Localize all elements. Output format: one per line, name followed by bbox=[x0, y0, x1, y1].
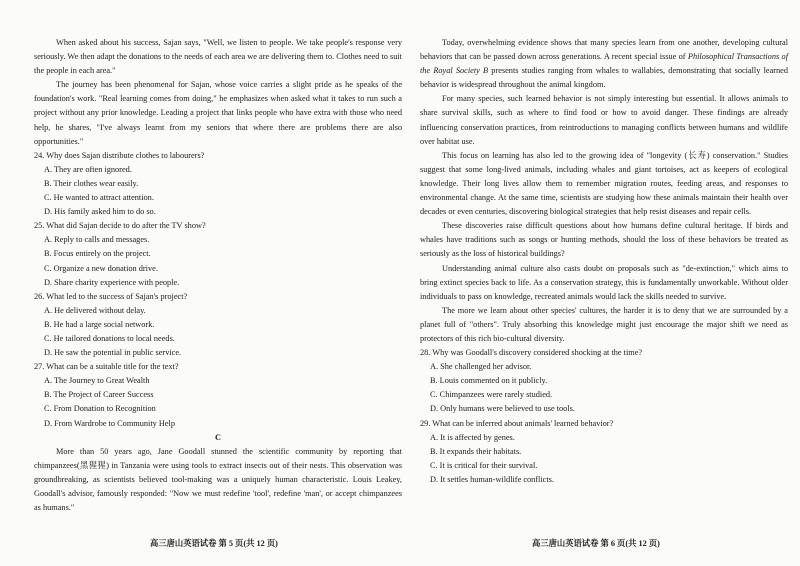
passage-paragraph: More than 50 years ago, Jane Goodall stunned the scientific community by reporting that chimpanzees(黑猩猩) in Tanzania were using tools to extract insects out of their nests. This observation was groundbreaking, as scientists believed tool-making was a uniquely human characteristic. Louis Leakey, Goodall's advisor, famously responded: "Now we must redefine 'tool', redefine 'man', or accept chimpanzees as humans." bbox=[34, 446, 402, 513]
answer-option: A. Reply to calls and messages. bbox=[44, 235, 150, 245]
page-footer: 高三唐山英语试卷 第 6 页(共 12 页) bbox=[532, 539, 660, 548]
answer-option: C. He tailored donations to local needs. bbox=[44, 333, 175, 343]
question-stem: 25. What did Sajan decide to do after the TV show? bbox=[34, 221, 206, 231]
answer-option: B. He had a large social network. bbox=[44, 319, 155, 329]
section-label: C bbox=[215, 432, 221, 442]
passage-paragraph: These discoveries raise difficult questions about how humans define cultural heritage. If birds and whales have traditions such as songs or hunting methods, should the loss of these behaviors be treated as seriously as the loss of historical buildings? bbox=[420, 221, 788, 259]
page-footer: 高三唐山英语试卷 第 5 页(共 12 页) bbox=[150, 539, 278, 548]
passage-paragraph: For many species, such learned behavior is not simply interesting but essential. It allows animals to share survival skills, such as where to find food or how to avoid danger. These findings are already influencing conservation practices, from reintroductions to managing conflicts between humans and wildlife over habitat use. bbox=[420, 94, 788, 146]
answer-option: B. Focus entirely on the project. bbox=[44, 249, 151, 259]
answer-option: C. Organize a new donation drive. bbox=[44, 263, 158, 273]
passage-paragraph: The journey has been phenomenal for Sajan, whose voice carries a slight pride as he speaks of the foundation's work. "Real learning comes from doing," he emphasizes when asked what it takes to run such a project without any prior knowledge. Leading a project that links people who have extra with those who need help, he shares, "I've always learnt from my seniors that where there are problems there are also opportunities." bbox=[34, 80, 402, 146]
answer-option: C. It is critical for their survival. bbox=[430, 460, 538, 470]
answer-option: D. He saw the potential in public service. bbox=[44, 348, 182, 358]
passage-paragraph: Understanding animal culture also casts doubt on proposals such as "de-extinction," which aims to bring extinct species back to life. As a conservation strategy, this is fundamentally unworkable. Without older individuals to pass on knowledge, recreated animals would lack the skills needed to survive. bbox=[420, 263, 788, 301]
answer-option: A. She challenged her advisor. bbox=[430, 362, 532, 372]
answer-option: A. They are often ignored. bbox=[44, 164, 132, 174]
answer-option: B. The Project of Career Success bbox=[44, 390, 154, 400]
passage-paragraph: When asked about his success, Sajan says, "Well, we listen to people. We take people's response very seriously. We then adapt the donations to the needs of each area we are delivering them to. Clothes need to suit the people in each area." bbox=[34, 38, 402, 76]
answer-option: D. Share charity experience with people. bbox=[44, 277, 180, 287]
answer-option: D. His family asked him to do so. bbox=[44, 207, 156, 217]
question-stem: 29. What can be inferred about animals' learned behavior? bbox=[420, 418, 614, 428]
answer-option: B. Their clothes wear easily. bbox=[44, 178, 139, 188]
passage-paragraph: The more we learn about other species' cultures, the harder it is to deny that we are surrounded by a planet full of "others". Truly absorbing this knowledge might just encourage the major shift we need as protectors of this rich bio-cultural diversity. bbox=[420, 305, 788, 343]
answer-option: C. Chimpanzees were rarely studied. bbox=[430, 390, 553, 400]
answer-option: C. From Donation to Recognition bbox=[44, 404, 156, 414]
answer-option: C. He wanted to attract attention. bbox=[44, 193, 154, 203]
left-column bbox=[34, 36, 402, 515]
question-stem: 28. Why was Goodall's discovery considered shocking at the time? bbox=[420, 348, 643, 358]
passage-paragraph bbox=[420, 36, 788, 92]
text-run: presents studies ranging from whales to wallabies, demonstrating that socially learned behavior is widespread throughout the animal kingdom. bbox=[420, 66, 788, 90]
passage-paragraph: This focus on learning has also led to the growing idea of "longevity (长寿) conservation." Studies suggest that some long-lived animals, including whales and giant tortoises, act as keepers of ecological knowledge. Their long lives allow them to remember migration routes, feeding areas, and responses to environmental change. At the same time, scientists are studying how these animals maintain their health over decades or even centuries, discovering biological strategies that help resist diseases and repair cells. bbox=[420, 150, 788, 217]
answer-option: D. From Wardrobe to Community Help bbox=[44, 418, 175, 428]
answer-option: B. It expands their habitats. bbox=[430, 446, 522, 456]
question-stem: 24. Why does Sajan distribute clothes to labourers? bbox=[34, 150, 205, 160]
right-column bbox=[420, 36, 788, 487]
answer-option: D. It settles human-wildlife conflicts. bbox=[430, 474, 554, 484]
answer-option: B. Louis commented on it publicly. bbox=[430, 376, 548, 386]
text-run: Today, overwhelming evidence shows that many species learn from one another, developing cultural behaviors that can be passed down across generations. A recent special issue of bbox=[420, 38, 788, 62]
answer-option: A. It is affected by genes. bbox=[430, 432, 515, 442]
journal-title: Philosophical Transactions of the Royal Society B bbox=[420, 52, 788, 76]
answer-option: A. He delivered without delay. bbox=[44, 305, 146, 315]
question-stem: 27. What can be a suitable title for the text? bbox=[34, 362, 179, 372]
question-stem: 26. What led to the success of Sajan's project? bbox=[34, 291, 188, 301]
answer-option: A. The Journey to Great Wealth bbox=[44, 376, 150, 386]
answer-option: D. Only humans were believed to use tools. bbox=[430, 404, 575, 414]
